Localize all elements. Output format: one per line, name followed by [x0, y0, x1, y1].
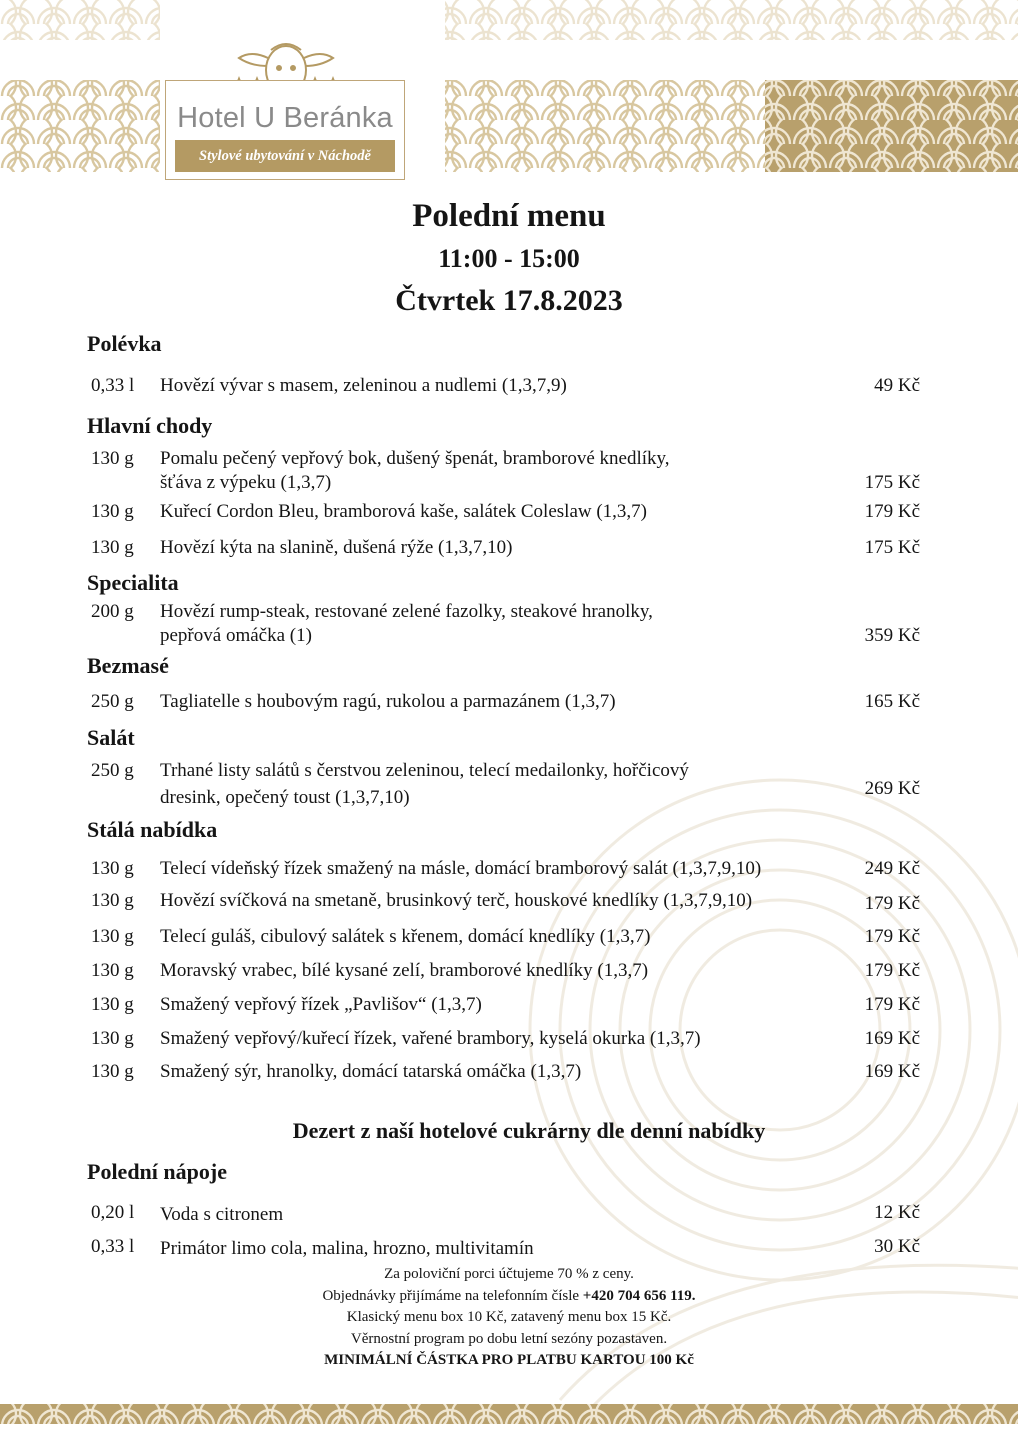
note-loyalty: Věrnostní program po dobu letní sezóny pozastaven.: [350, 1330, 668, 1347]
item-description: Smažený vepřový řízek „Pavlišov“ (1,3,7): [160, 994, 482, 1015]
menu-item: [0, 445, 1018, 499]
hotel-logo: [165, 36, 407, 170]
item-price: 179 Kč: [864, 960, 920, 981]
item-quantity: 0,20 l: [91, 1202, 135, 1223]
item-quantity: 130 g: [91, 1061, 134, 1082]
item-description: Hovězí vývar s masem, zeleninou a nudlemi (1,3,7,9): [160, 375, 567, 396]
item-quantity: 130 g: [91, 448, 134, 469]
section-heading-salat: Salát: [87, 725, 135, 750]
item-price: 12 Kč: [874, 1202, 920, 1223]
section-heading-bezmase: Bezmasé: [87, 653, 169, 678]
item-price: 179 Kč: [864, 994, 920, 1015]
item-quantity: 250 g: [91, 760, 134, 781]
note-menu-box: Klasický menu box 10 Kč, zatavený menu box 15 Kč.: [346, 1309, 672, 1325]
item-price: 269 Kč: [864, 778, 920, 799]
item-quantity: 130 g: [91, 537, 134, 558]
item-price: 359 Kč: [864, 625, 920, 646]
section-heading-stala-nabidka: Stálá nabídka: [87, 817, 218, 842]
logo-hotel-name: Hotel U Beránka: [177, 102, 393, 134]
item-quantity: 130 g: [91, 890, 134, 911]
item-price: 179 Kč: [864, 926, 920, 947]
logo-tagline: Stylové ubytování v Náchodě: [175, 140, 395, 172]
item-description: Telecí vídeňský řízek smažený na másle, domácí bramborový salát (1,3,7,9,10): [160, 858, 762, 879]
item-description: Telecí guláš, cibulový salátek s křenem, domácí knedlíky (1,3,7): [160, 926, 651, 947]
menu-hours: 11:00 - 15:00: [438, 244, 580, 273]
item-price: 49 Kč: [874, 375, 920, 396]
item-price: 30 Kč: [874, 1236, 920, 1257]
top-decorative-pattern: [0, 0, 1018, 178]
item-description-line1: Pomalu pečený vepřový bok, dušený špenát, bramborové knedlíky,: [160, 448, 670, 469]
item-quantity: 130 g: [91, 960, 134, 981]
bottom-decorative-pattern: [0, 1402, 1018, 1440]
item-quantity: 250 g: [91, 691, 134, 712]
item-quantity: 130 g: [91, 926, 134, 947]
note-orders: [0, 1286, 1018, 1308]
note-orders-text: Objednávky přijímáme na telefonním čísle: [322, 1287, 583, 1304]
item-price: 169 Kč: [864, 1028, 920, 1049]
section-heading-hlavni-chody: Hlavní chody: [87, 413, 213, 438]
menu-item: [0, 757, 1018, 811]
item-quantity: 130 g: [91, 501, 134, 522]
section-heading-napoje: Polední nápoje: [87, 1159, 227, 1184]
item-price: 175 Kč: [864, 472, 920, 493]
dessert-note: Dezert z naší hotelové cukrárny dle denní nabídky: [292, 1118, 766, 1143]
item-description: Kuřecí Cordon Bleu, bramborová kaše, salátek Coleslaw (1,3,7): [160, 501, 648, 522]
phone-number: +420 704 656 119.: [582, 1287, 696, 1304]
menu-date: Čtvrtek 17.8.2023: [395, 284, 623, 317]
item-description: Primátor limo cola, malina, hrozno, multivitamín: [160, 1238, 534, 1259]
item-price: 165 Kč: [864, 691, 920, 712]
item-price: 169 Kč: [864, 1061, 920, 1082]
item-quantity: 130 g: [91, 1028, 134, 1049]
item-quantity: 130 g: [91, 858, 134, 879]
note-half-portion: Za poloviční porci účtujeme 70 % z ceny.: [384, 1266, 634, 1282]
note-card-minimum: MINIMÁLNÍ ČÁSTKA PRO PLATBU KARTOU 100 Kč: [324, 1352, 694, 1368]
page-title: Polední menu: [412, 198, 606, 234]
item-quantity: 0,33 l: [91, 375, 135, 396]
item-description: Voda s citronem: [160, 1204, 284, 1225]
item-description-line1: Trhané listy salátů s čerstvou zeleninou, telecí medailonky, hořčicový: [160, 760, 689, 781]
item-description-line2: pepřová omáčka (1): [160, 625, 312, 646]
item-description-line2: šťáva z výpeku (1,3,7): [160, 472, 332, 493]
item-price: 179 Kč: [864, 501, 920, 522]
item-description: Hovězí kýta na slanině, dušená rýže (1,3,7,10): [160, 537, 513, 558]
item-price: 175 Kč: [864, 537, 920, 558]
item-price: 179 Kč: [864, 893, 920, 914]
item-description: Hovězí svíčková na smetaně, brusinkový terč, houskové knedlíky (1,3,7,9,10): [160, 890, 753, 911]
item-quantity: 130 g: [91, 994, 134, 1015]
footer-notes: [0, 1264, 1018, 1372]
item-description: Moravský vrabec, bílé kysané zelí, bramborové knedlíky (1,3,7): [160, 960, 649, 981]
item-description: Tagliatelle s houbovým ragú, rukolou a parmazánem (1,3,7): [160, 691, 616, 712]
section-heading-specialita: Specialita: [87, 570, 179, 595]
item-quantity: 0,33 l: [91, 1236, 135, 1257]
item-description-line2: dresink, opečený toust (1,3,7,10): [160, 787, 410, 808]
item-quantity: 200 g: [91, 601, 134, 622]
item-price: 249 Kč: [864, 858, 920, 879]
item-description-line1: Hovězí rump-steak, restované zelené fazolky, steakové hranolky,: [160, 601, 653, 622]
menu-item: [0, 598, 1018, 652]
item-description: Smažený sýr, hranolky, domácí tatarská omáčka (1,3,7): [160, 1061, 582, 1082]
section-heading-polevka: Polévka: [87, 331, 162, 356]
item-description: Smažený vepřový/kuřecí řízek, vařené brambory, kyselá okurka (1,3,7): [160, 1028, 701, 1049]
